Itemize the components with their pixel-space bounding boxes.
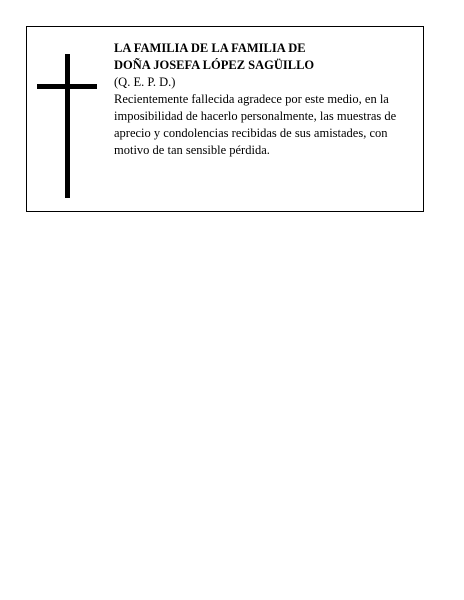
deceased-name: DOÑA JOSEFA LÓPEZ SAGÜILLO	[114, 58, 315, 72]
qepd-label: (Q. E. P. D.)	[114, 75, 176, 89]
obituary-notice	[26, 26, 424, 212]
notice-text	[114, 40, 420, 159]
cross-vertical-bar	[65, 54, 70, 198]
cross-icon	[37, 54, 99, 198]
thanks-message: Recientemente fallecida agradece por este medio, en la imposibilidad de hacerlo personalmente, las muestras de aprecio y condolencias recibidas de sus amistades, con motivo de tan sensible pérdida.	[114, 92, 397, 157]
cross-horizontal-bar	[37, 84, 97, 89]
notice-heading-line-1: LA FAMILIA DE LA FAMILIA DE	[114, 41, 306, 55]
